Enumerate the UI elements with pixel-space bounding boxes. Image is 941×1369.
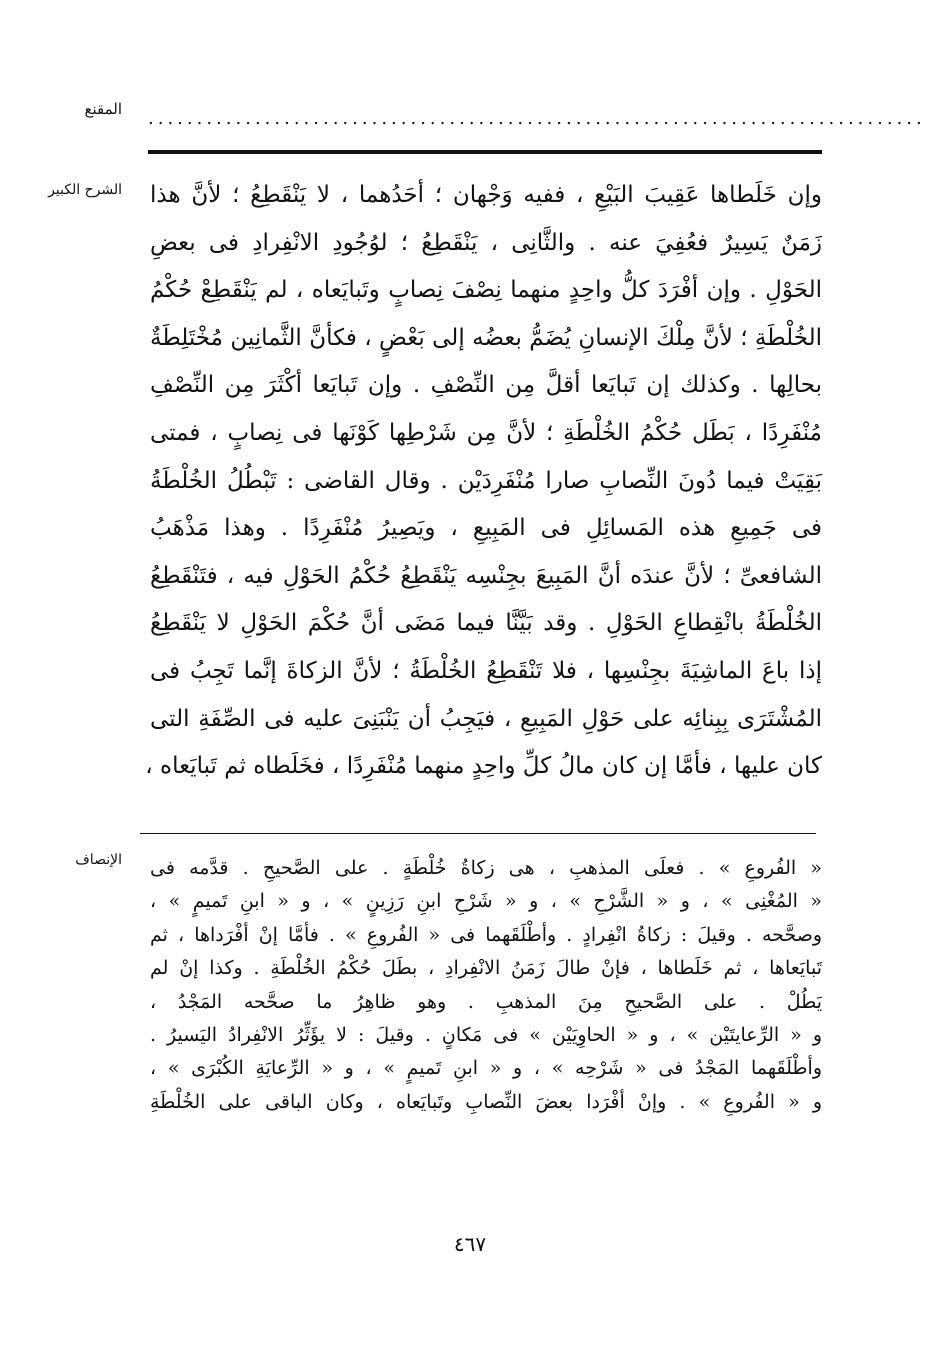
main-text-line: الخُلْطَةِ ؛ لأنَّ مِلْكَ الإنسانِ يُضَمُّ بعضُه إلى بَعْضٍ ، فكأنَّ الثَّمانِين مُخْتَلِطَةٌ bbox=[150, 324, 822, 351]
insaf-text-line: و « الرِّعايتَيْن » ، و « الحاوِيَيْن » فى مَكانٍ . وقيلَ : لا يؤَثِّرُ الانْفِرادُ اليَسيرُ . bbox=[150, 1023, 822, 1046]
main-commentary-text bbox=[145, 172, 822, 791]
insaf-text-line: يَطُلْ . على الصَّحيحِ مِنَ المذهبِ . وهو ظاهِرُ ما صحَّحه المَجْدُ ، bbox=[150, 990, 822, 1013]
insaf-text-line: « المُغْنِى » ، و « الشَّرْحِ » ، و « شَرْحِ ابنِ رَزِينٍ » ، و « ابنِ تَميمٍ » ، bbox=[150, 890, 822, 913]
margin-label-sharh: الشرح الكبير bbox=[48, 182, 122, 198]
main-text-line: زَمَنٌ يَسِيرٌ فعُفِيَ عنه . والثَّانِى ، يَنْقَطِعُ ؛ لوُجُودِ الانْفِرادِ فى بعضِ bbox=[150, 229, 822, 256]
main-text-line: الحَوْلِ . وإن أفْرَدَ كلُّ واحِدٍ منهما نِصْفَ نِصابٍ وتَبايَعاه ، لم يَنْقَطِعْ حُكْمُ bbox=[150, 277, 822, 304]
section-divider-rule bbox=[140, 833, 816, 834]
main-text-line: المُشْتَرَى بِبِنائِه على حَوْلِ المَبِيعِ ، فيَجِبُ أن يَنْبَنِىَ عليه فى الصِّفَةِ التى bbox=[150, 705, 822, 732]
main-text-line: الشافعىِّ ؛ لأنَّ عندَه أنَّ المَبِيعَ بجِنْسِه يَنْقَطِعُ حُكْمُ الحَوْلِ فيه ، فتَنْقَطِعُ bbox=[150, 562, 822, 589]
insaf-commentary-text bbox=[150, 852, 822, 1119]
insaf-text-line: وأطْلَقَهما المَجْدُ فى « شَرْحِه » ، و « ابنِ تَميمٍ » ، و « الرِّعايَةِ الكُبْرَى » ، bbox=[150, 1057, 822, 1080]
header-rule bbox=[148, 150, 822, 154]
main-text-line: كان عليها ، فأمَّا إن كان مالُ كلِّ واحِدٍ منهما مُنْفَرِدًا ، فخَلَطاه ثم تَبايَعاه ، bbox=[145, 753, 822, 780]
insaf-text-line: و « الفُروعِ » . وإنْ أفْرَدا بعضَ النِّصابِ وتَبايَعاه ، وكان الباقى على الخُلْطَةِ bbox=[150, 1090, 822, 1113]
header-dotted-leader: ................................................................................ bbox=[148, 108, 926, 129]
main-text-line: فى جَمِيعِ هذه المَسائِلِ فى المَبِيعِ ، ويَصِيرُ مُنْفَرِدًا . وهذا مَذْهَبُ bbox=[150, 515, 822, 542]
running-header-title: المقنع bbox=[84, 100, 122, 118]
main-text-line: وإن خَلَطاها عَقِيبَ البَيْعِ ، ففيه وَجْهان ؛ أحَدُهما ، لا يَنْقَطِعُ ؛ لأنَّ هذا bbox=[150, 182, 822, 208]
main-text-line: إذا باعَ الماشِيَةَ بجِنْسِها ، فلا تَنْقَطِعُ الخُلْطَةُ ؛ لأنَّ الزكاةَ إنَّما تَجِبُ فى bbox=[150, 657, 822, 684]
main-text-line: مُنْفَرِدًا ، بَطَل حُكْمُ الخُلْطَةِ ؛ لأنَّ مِن شَرْطِها كَوْنَها فى نِصابٍ ، فمتى bbox=[150, 419, 822, 446]
main-text-line: بَقِيَتْ فيما دُونَ النِّصابِ صارا مُنْفَرِدَيْن . وقال القاضى : تَبْطُلُ الخُلْطَةُ bbox=[150, 467, 822, 494]
main-text-line: بحالِها . وكذلك إن تَبايَعا أقلَّ مِن النِّصْفِ . وإن تَبايَعا أكْثَرَ مِن النِّصْفِ bbox=[150, 372, 822, 399]
insaf-text-line: تَبايَعاها ، ثم خَلَطاها ، فإنْ طالَ زَمَنُ الانْفِرادِ ، بطَلَ حُكْمُ الخُلْطَةِ . وكذا إنْ لم bbox=[150, 957, 822, 980]
main-text-line: الخُلْطَةُ بانْقِطاعِ الحَوْلِ . وقد بَيَّنَّا فيما مَضَى أنَّ حُكْمَ الحَوْلِ لا يَنْقَطِعُ bbox=[150, 610, 822, 637]
margin-label-insaf: الإنصاف bbox=[75, 852, 122, 868]
page-number: ٤٦٧ bbox=[453, 1232, 487, 1256]
insaf-text-line: « الفُروعِ » . فعلَى المذهبِ ، هى زكاةُ خُلْطَةٍ . على الصَّحيحِ . قدَّمه فى bbox=[150, 857, 822, 879]
insaf-text-line: وصحَّحه . وقيلَ : زكاةُ انْفِرادٍ . وأطْلَقَهما فى « الفُروعِ » . فأمَّا إنْ أفْرَداها ، ثم bbox=[150, 923, 822, 946]
